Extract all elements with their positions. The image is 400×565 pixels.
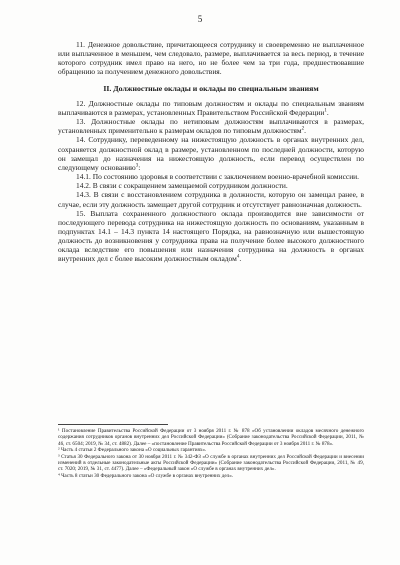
footnote-ref[interactable]: 4	[236, 254, 240, 260]
document-body	[58, 40, 364, 264]
footnote-3: ³ Статья 30 Федерального закона от 30 ноября 2011 г. № 342-ФЗ «О службе в органах внутренних дел Российской Федерации и внесении изменений в отдельные законодательные акты Российской Федерации» (Собрание законодательства Российской Федерации, 2011, № 49, ст. 7020; 2019, № 31, ст. 4477). Далее – «Федеральный закон «О службе в органах внутренних дел».	[58, 453, 364, 473]
paragraph-text: 13. Должностные оклады по нетиповым должностям выплачиваются в размерах, установленных применительно к размерам окладов по типовым должностям	[58, 117, 364, 136]
paragraph-15: 15. Выплата сохраненного должностного оклада производится вне зависимости от последующего перевода сотрудника на нижестоящую должность по основаниям, указанным в подпунктах 14.1 – 14.3 пункта 14 настоящего Порядка, на равнозначную или вышестоящую должность до возникновения у сотрудника права на получение более высокого должностного оклада вследствие его повышения или назначения сотрудника на должность в органах внутренних дел с более высоким должностным окладом$^4$.	[58, 208, 364, 264]
paragraph-text: 12. Должностные оклады по типовым должностям и оклады по специальным званиям выплачиваются в размерах, установленных Правительством Российской Федерации	[58, 98, 364, 117]
footnote-1: ¹ Постановление Правительства Российской Федерации от 3 ноября 2011 г. № 878 «Об установлении окладов месячного денежного содержания сотрудников органов внутренних дел Российской Федерации» (Собрание законодательства Российской Федерации, 2011, № 46, ст. 6504; 2019, № 34, ст. 4882). Далее – «постановление Правительства Российской Федерации от 3 ноября 2011 г. № 878».	[58, 428, 364, 447]
footnote-ref[interactable]: 2	[301, 126, 305, 132]
footnote-2: ² Часть 4 статьи 2 Федерального закона «О социальных гарантиях».	[58, 447, 207, 454]
paragraph-14-2	[58, 181, 364, 190]
paragraph-13: 13. Должностные оклады по нетиповым должностям выплачиваются в размерах, установленных применительно к размерам окладов по типовым должностям$^2$.	[58, 117, 364, 136]
paragraph-text: 15. Выплата сохраненного должностного оклада производится вне зависимости от последующего перевода сотрудника на нижестоящую должность по основаниям, указанным в подпунктах 14.1 – 14.3 пункта 14 настоящего Порядка, на равнозначную или вышестоящую должность до возникновения у сотрудника права на получение более высокого должностного оклада вследствие его повышения или назначения сотрудника на должность в органах внутренних дел с более высоким должностным окладом	[58, 208, 364, 264]
paragraph-14: 14. Сотруднику, переведенному на нижестоящую должность в органах внутренних дел, сохраняется должностной оклад в размере, установленном по последней должности, которую он замещал до назначения на нижестоящую должность, если перевод осуществлен по следующему основанию$^3$:	[58, 135, 364, 172]
page-number: 5	[197, 14, 203, 24]
footnote-4: ⁴ Часть 8 статьи 30 Федерального закона «О службе в органах внутренних дел».	[58, 472, 234, 479]
paragraph-text: 14.1. По состоянию здоровья в соответствии с заключением военно-врачебной комиссии.	[76, 172, 360, 182]
paragraph-text: 14.3. В связи с восстановлением сотрудника в должности, которую он замещал ранее, в случае, если эту должность замещает другой сотрудник и отсутствует равнозначная должность.	[58, 190, 364, 209]
footnotes	[58, 424, 364, 479]
section-heading: II. Должностные оклады и оклады по специальным званиям	[103, 83, 319, 93]
paragraph-text: 14.2. В связи с сокращением замещаемой сотрудником должности.	[76, 181, 288, 191]
paragraph-text: 11. Денежное довольствие, причитающееся сотруднику и своевременно не выплаченное или выплаченное в меньшем, чем следовало, размере, выплачивается за весь период, в течение которого сотрудник имел право на него, но не более чем за три года, предшествовавшие обращению за получением денежного довольствия.	[58, 40, 364, 77]
paragraph-14-3	[58, 190, 364, 208]
paragraph-11	[58, 40, 364, 77]
paragraph-text: 14. Сотруднику, переведенному на нижестоящую должность в органах внутренних дел, сохраняется должностной оклад в размере, установленном по последней должности, которую он замещал до назначения на нижестоящую должность, если перевод осуществлен по следующему основанию	[58, 135, 364, 172]
footnote-divider	[58, 424, 168, 425]
paragraph-12: 12. Должностные оклады по типовым должностям и оклады по специальным званиям выплачиваются в размерах, установленных Правительством Российской Федерации$^1$.	[58, 98, 364, 117]
footnote-ref[interactable]: 3	[135, 163, 139, 169]
paragraph-14-1	[58, 172, 364, 181]
footnote-ref[interactable]: 1	[324, 108, 327, 114]
